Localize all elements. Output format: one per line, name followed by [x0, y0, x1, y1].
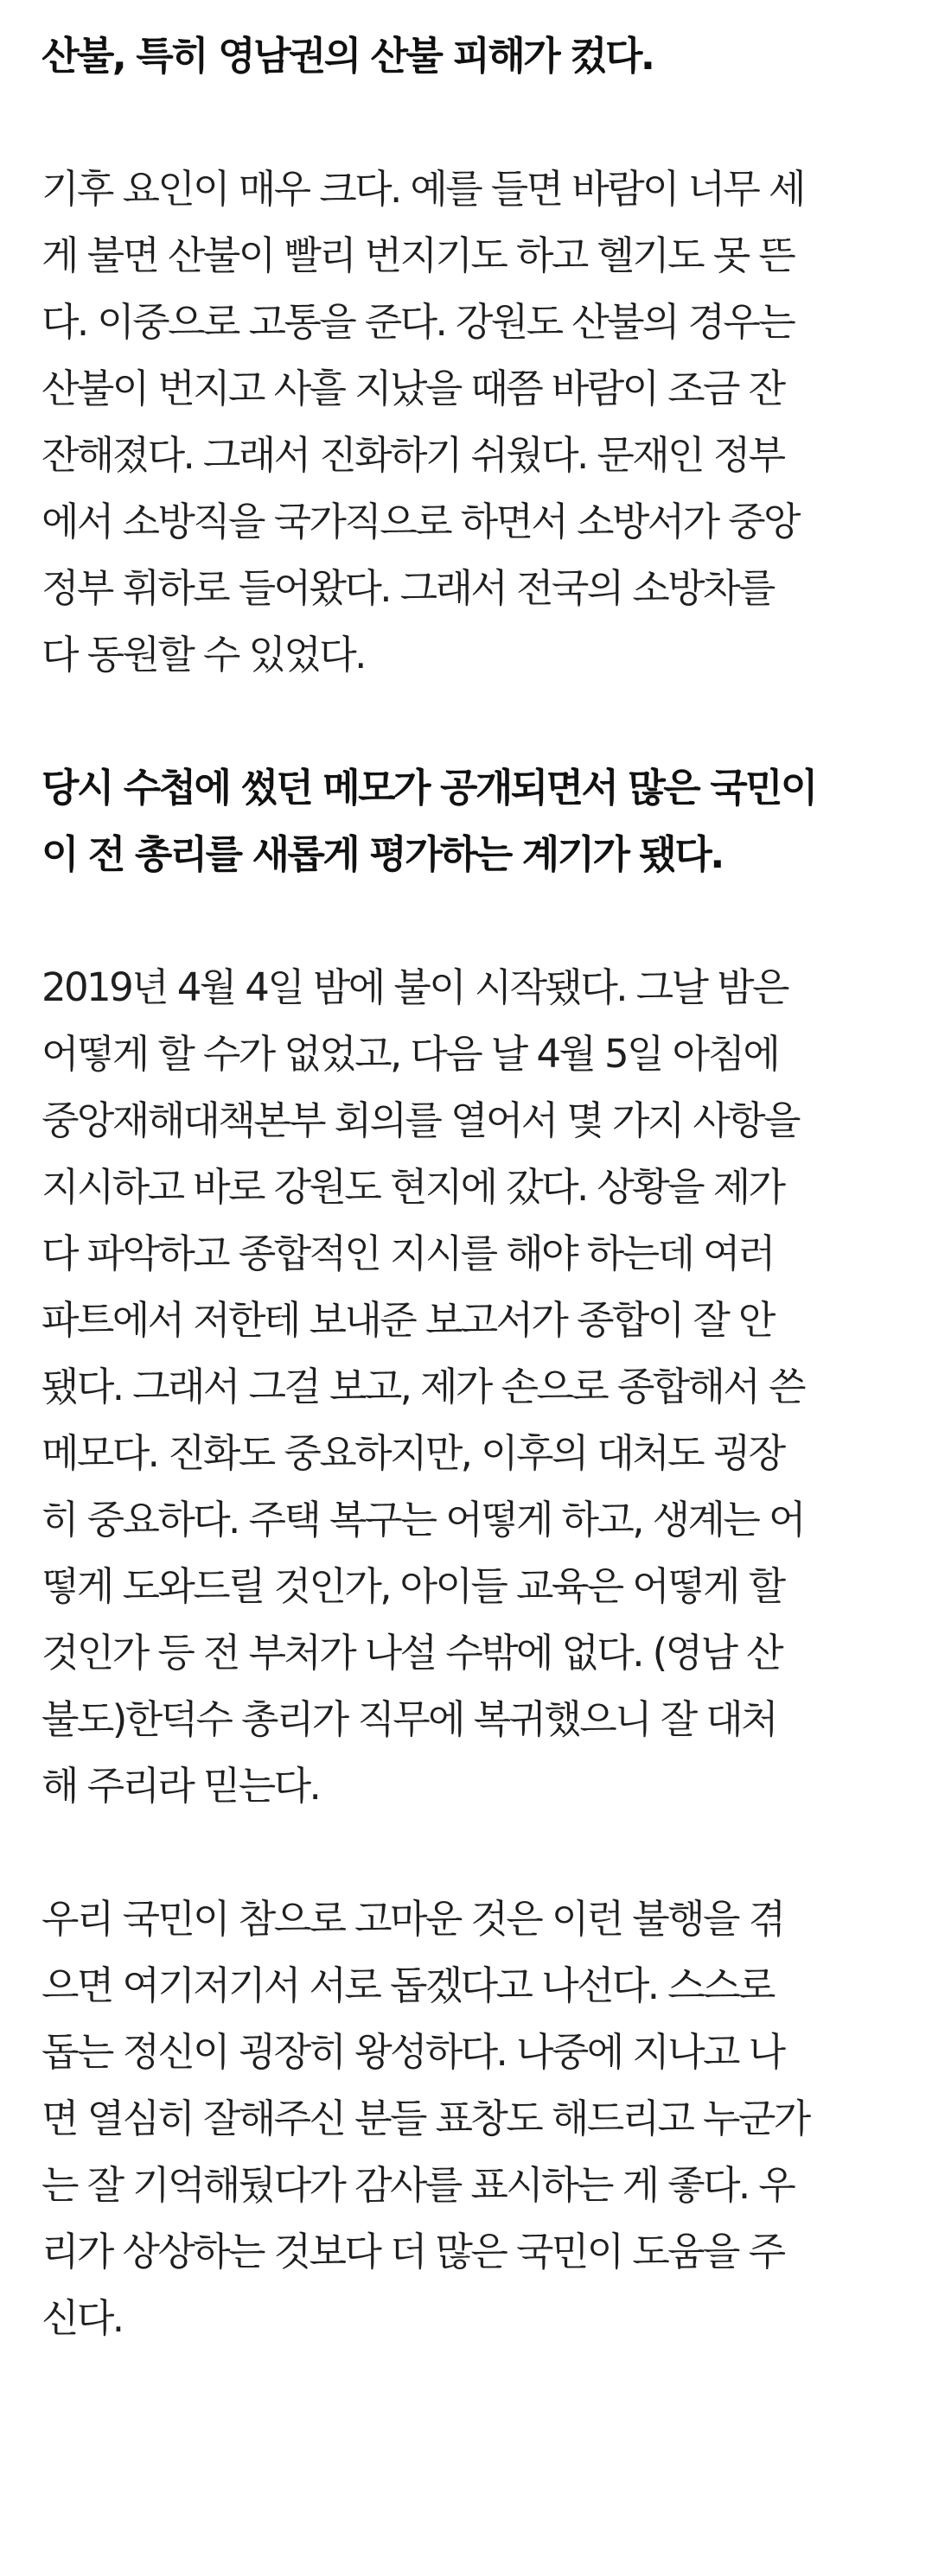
text-line: 지시하고 바로 강원도 현지에 갔다. 상황을 제가 [41, 1164, 784, 1210]
text-line: 신다. [41, 2295, 123, 2341]
text-line: 다 동원할 수 있었다. [41, 632, 365, 677]
text-line: 으면 여기저기서 서로 돕겠다고 나선다. 스스로 [41, 1962, 774, 2008]
paragraph-gap [41, 688, 891, 754]
text-line: 파트에서 저한테 보내준 보고서가 종합이 잘 안 [41, 1297, 774, 1343]
paragraph-gap [41, 89, 891, 156]
text-line: 다 파악하고 종합적인 지시를 해야 하는데 여러 [41, 1231, 774, 1276]
text-line: 산불, 특히 영남권의 산불 피해가 컸다. [41, 33, 654, 79]
question-heading-1 [41, 22, 891, 89]
text-line: 는 잘 기억해뒀다가 감사를 표시하는 게 좋다. 우 [41, 2162, 795, 2208]
text-line: 기후 요인이 매우 크다. 예를 들면 바람이 너무 세 [41, 166, 804, 212]
text-line: 2019년 4월 4일 밤에 불이 시작됐다. 그날 밤은 [41, 964, 788, 1010]
text-line: 정부 휘하로 들어왔다. 그래서 전국의 소방차를 [41, 565, 774, 611]
answer-paragraph-3 [41, 1886, 891, 2351]
text-line: 불도)한덕수 총리가 직무에 복귀했으니 잘 대처 [41, 1696, 777, 1742]
text-line: 다. 이중으로 고통을 준다. 강원도 산불의 경우는 [41, 299, 795, 345]
answer-paragraph-2 [41, 954, 891, 1819]
text-line: 중앙재해대책본부 회의를 열어서 몇 가지 사항을 [41, 1097, 799, 1143]
text-line: 것인가 등 전 부처가 나설 수밖에 없다. (영남 산 [41, 1630, 782, 1676]
text-line: 잔해졌다. 그래서 진화하기 쉬웠다. 문재인 정부 [41, 432, 784, 478]
paragraph-gap [41, 887, 891, 954]
text-line: 에서 소방직을 국가직으로 하면서 소방서가 중앙 [41, 499, 799, 544]
text-line: 떻게 도와드릴 것인가, 아이들 교육은 어떻게 할 [41, 1563, 784, 1609]
text-line: 면 열심히 잘해주신 분들 표창도 해드리고 누군가 [41, 2096, 809, 2141]
question-heading-2 [41, 754, 891, 887]
text-line: 해 주리라 믿는다. [41, 1763, 320, 1809]
text-line: 이 전 총리를 새롭게 평가하는 계기가 됐다. [41, 831, 723, 877]
text-line: 돕는 정신이 굉장히 왕성하다. 나중에 지나고 나 [41, 2029, 784, 2075]
text-line: 메모다. 진화도 중요하지만, 이후의 대처도 굉장 [41, 1430, 784, 1476]
text-line: 게 불면 산불이 빨리 번지기도 하고 헬기도 못 뜬 [41, 232, 795, 278]
text-line: 산불이 번지고 사흘 지났을 때쯤 바람이 조금 잔 [41, 366, 784, 411]
text-line: 리가 상상하는 것보다 더 많은 국민이 도움을 주 [41, 2229, 784, 2274]
text-line: 히 중요하다. 주택 복구는 어떻게 하고, 생계는 어 [41, 1497, 804, 1542]
answer-paragraph-1 [41, 156, 891, 688]
text-line: 우리 국민이 참으로 고마운 것은 이런 불행을 겪 [41, 1896, 784, 1942]
text-line: 당시 수첩에 썼던 메모가 공개되면서 많은 국민이 [41, 765, 816, 811]
text-line: 어떻게 할 수가 없었고, 다음 날 4월 5일 아침에 [41, 1031, 779, 1077]
paragraph-gap [41, 1819, 891, 1886]
text-line: 됐다. 그래서 그걸 보고, 제가 손으로 종합해서 쓴 [41, 1364, 804, 1409]
